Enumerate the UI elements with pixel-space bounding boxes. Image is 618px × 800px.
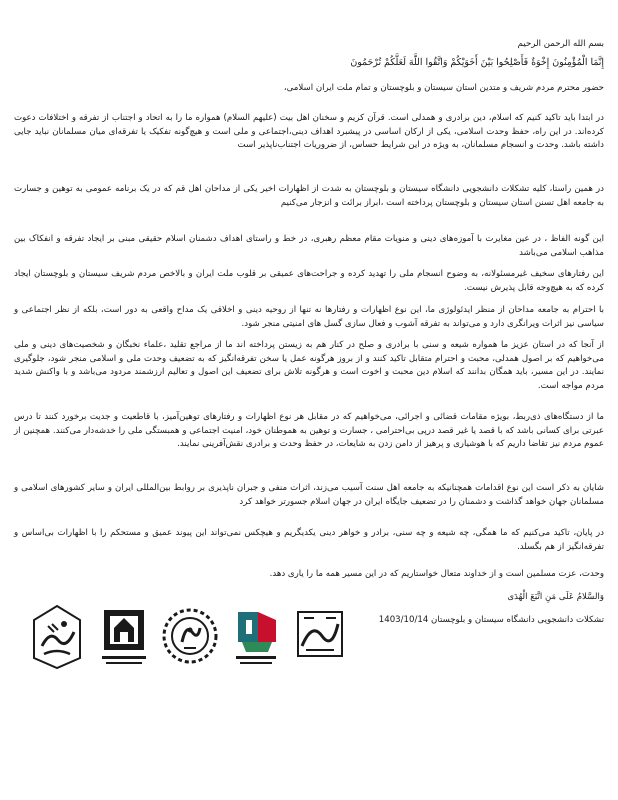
paragraph: در ابتدا باید تاکید کنیم که اسلام، دین برادری و همدلی است. قرآن کریم و سخنان اهل بیت (علیهم السلام) همواره ما را به اتحاد و اجتناب از تفرقه و اختلافات دعوت کرده‌اند. در این راه، حفظ وحدت اسلامی، یکی از ارکان اساسی در پیشبرد اهداف دینی،اجتماعی و ملی است و هیچ‌گونه تفکیک یا تفرقه‌ای میان مسلمانان نباید جایی داشته باشد. وحدت و انسجام مسلمانان، به ویژه در این شرایط حساس، از ضروریات اجتناب‌ناپذیر است bbox=[14, 113, 604, 151]
paragraph: از آنجا که در استان عزیز ما همواره شیعه و سنی با برادری و صلح در کنار هم به زیستن پرداخته اند ما از مراجع تقلید ،علماء نخبگان و شخصیت‌های دینی و ملی می‌خواهیم که بر اصول همدلی، محبت و احترام متقابل تاکید کنند و از بروز هرگونه عمل یا سخن تفرقه‌انگیز که به تضعیف وحدت ملی و اسلامی منجر شود، جلوگیری نمایند. در این مسیر، باید همگان بدانند که اسلام دین محبت و اخوت است و هرگونه تلاش برای تضعیف این اصول و تعالیم ارزشمند مردود می‌باشد و با واکنش شدید مردم مواجه است. bbox=[14, 340, 604, 391]
paragraph: ما از دستگاه‌های ذی‌ربط، بویژه مقامات قضائی و اجرائی، می‌خواهیم که در مقابل هر نوع اظهارات و رفتارهای توهین‌آمیز، با قاطعیت و جدیت برخورد کنند تا درس عبرتی برای کسانی باشد که با قصد یا غیر قصد درپی بی‌احترامی ، جسارت و توهین به هموطنان خود، امنیت اجتماعی و همبستگی ملی را خدشه‌دار می‌کنند. همچنین از عموم مردم نیز تقاضا داریم که با هوشیاری و پرهیز از دامن زدن به شایعات، در حفظ وحدت و برادری نقش‌آفرینی نمایند. bbox=[14, 412, 604, 450]
paragraph: شایان به ذکر است این نوع اقدامات همچنانیکه به جامعه اهل سنت آسیب می‌زند، اثرات منفی و جبران ناپذیری بر روابط بین‌المللی ایران و سایر کشورهای اسلامی و مسلمانان جهان خواهد گذاشت و دشمنان را در تضعیف جایگاه ایران در جهان اسلام جسورتر خواهد کرد bbox=[14, 483, 604, 507]
basij-student-logo-icon bbox=[228, 602, 284, 672]
basmala: بسم الله الرحمن الرحیم bbox=[517, 39, 604, 49]
basij-circular-logo-icon bbox=[160, 602, 220, 672]
salutation: حضور محترم مردم شریف و متدین استان سیستان و بلوچستان و تمام ملت ایران اسلامی، bbox=[283, 83, 604, 93]
quran-verse: إِنَّمَا الْمُؤْمِنُونَ إِخْوَةٌ فَأَصْلِحُوا بَيْنَ أَخَوَيْكُمْ وَاتَّقُوا اللَّهَ لَعَلَّكُمْ تُرْحَمُونَ bbox=[350, 57, 604, 68]
signature-line: تشکلات دانشجویی دانشگاه سیستان و بلوچستان 1403/10/14 bbox=[378, 615, 604, 625]
jame-eslami-logo-icon bbox=[96, 602, 152, 672]
jahad-logo-icon bbox=[28, 602, 86, 672]
paragraph: با احترام به جامعه مداحان از منظر ایدئولوژی ما، این نوع اظهارات و رفتارها نه تنها از روحیه دینی و اخلاقی یک مداح واقعی به دور است، بلکه از نظر اجتماعی و سیاسی نیز اثرات ویرانگری دارد و می‌تواند به تفرقه آشوب و فعال سازی گسل های امنیتی منجر شود. bbox=[14, 305, 604, 329]
closing-line: وحدت، عزت مسلمین است و از خداوند متعال خواستاریم که در این مسیر همه ما را یاری دهد. bbox=[269, 569, 604, 579]
paragraph: در همین راستا، کلیه تشکلات دانشجویی دانشگاه سیستان و بلوچستان به شدت از اظهارات اخیر یکی از مداحان اهل قم که در یک برنامه عمومی به توهین و جسارت به جامعه اهل تسنن استان سیستان و بلوچستان پرداخته است ،ابراز برائت و انزجار می‌کنیم bbox=[14, 184, 604, 208]
paragraph: این رفتارهای سخیف غیرمسئولانه، به وضوح انسجام ملی را تهدید کرده و جراحت‌های عمیقی بر قلوب ملت ایران و بالاخص مردم شریف سیستان و بلوچستان ایجاد کرده که به هیچ‌وجه قابل پذیرش نیست. bbox=[14, 269, 604, 293]
student-association-logo-icon bbox=[292, 602, 348, 672]
paragraph: این گونه الفاظ ، در عین مغایرت با آموزه‌های دینی و منویات مقام معظم رهبری، در خط و راستای اهداف دشمنان اسلام حقیقی مبنی بر ایجاد تفرقه و انفکاک بین مذاهب اسلامی می‌باشد bbox=[14, 234, 604, 258]
salam-line: وَالسَّلامُ عَلَی مَنِ اتَّبَعَ الْهُدَی bbox=[507, 592, 604, 602]
paragraph: در پایان، تاکید می‌کنیم که ما همگی، چه شیعه و چه سنی، برادر و خواهر دینی یکدیگریم و هیچکس نمی‌تواند این پیوند عمیق و مستحکم را با اظهارات بی‌اساس و تفرقه‌انگیز از هم بگسلد. bbox=[14, 528, 604, 552]
logo-row bbox=[28, 602, 348, 676]
